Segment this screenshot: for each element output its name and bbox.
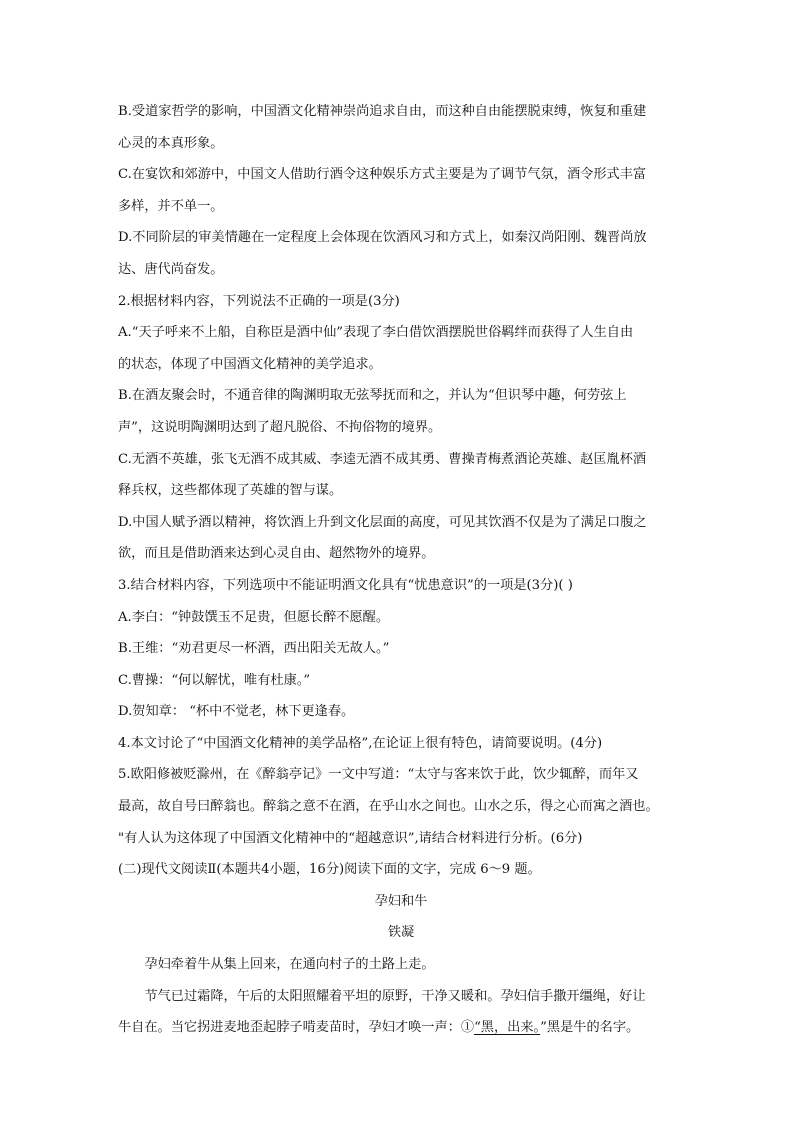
- text-line: D.中国人赋予酒以精神，将饮酒上升到文化层面的高度，可见其饮酒不仅是为了满足口腹之: [118, 514, 647, 530]
- text-line: 达、唐代尚奋发。: [118, 261, 224, 277]
- story-paragraph: 孕妇牵着牛从集上回来，在通向村子的土路上走。: [144, 957, 435, 973]
- text-line: D.不同阶层的审美情趣在一定程度上会体现在饮酒风习和方式上，如秦汉尚阳刚、魏晋尚放: [118, 230, 647, 246]
- text-line: 心灵的本真形象。: [118, 135, 224, 151]
- text-line: D.贺知章： “杯中不觉老，林下更逢春。: [118, 704, 355, 720]
- story-title: 孕妇和牛: [374, 893, 428, 909]
- text-span: 牛自在。当它拐进麦地歪起脖子啃麦苗时，孕妇才唤一声：①: [118, 1020, 475, 1036]
- question-2: 2.根据材料内容，下列说法不正确的一项是(3分): [118, 293, 400, 309]
- text-line: B.在酒友聚会时，不通音律的陶渊明取无弦琴抚而和之，并认为“但识琴中趣，何劳弦上: [118, 388, 627, 404]
- question-4: 4.本文讨论了“中国酒文化精神的美学品格”,在论证上很有特色，请简要说明。(4分): [118, 735, 603, 751]
- story-paragraph-line: [118, 1012, 684, 1044]
- text-line: 多样，并不单一。: [118, 198, 224, 214]
- story-paragraph: 节气已过霜降，午后的太阳照耀着平坦的原野，干净又暖和。孕妇信手撒开缰绳，好让: [144, 988, 646, 1004]
- text-line: "有人认为这体现了中国酒文化精神中的“超越意识”,请结合材料进行分析。(6分): [118, 830, 583, 846]
- text-line: C.在宴饮和郊游中，中国文人借助行酒令这种娱乐方式主要是为了调节气氛，酒令形式丰富: [118, 167, 647, 183]
- story-author: 铁凝: [387, 925, 415, 941]
- section-heading: (二)现代文阅读Ⅱ(本题共4小题，16分)阅读下面的文字，完成 6～9 题。: [118, 862, 541, 878]
- text-line: 释兵权，这些都体现了英雄的智与谋。: [118, 483, 343, 499]
- text-line: 的状态，体现了中国酒文化精神的美学追求。: [118, 356, 382, 372]
- text-line: B.受道家哲学的影响，中国酒文化精神崇尚追求自由，而这种自由能摆脱束缚，恢复和重建: [118, 104, 647, 119]
- text-line: B.王维：“劝君更尽一杯酒，西出阳关无故人。”: [118, 641, 390, 657]
- text-line: 欲，而且是借助酒来达到心灵自由、超然物外的境界。: [118, 546, 435, 562]
- text-line: C.无酒不英雄，张飞无酒不成其威、李逵无酒不成其勇、曹操青梅煮酒论英雄、赵匡胤杯酒: [118, 451, 647, 467]
- text-line: C.曹操：“何以解忧，唯有杜康。”: [118, 672, 311, 688]
- question-3: 3.结合材料内容，下列选项中不能证明酒文化具有“忧患意识”的一项是(3分)( ): [118, 577, 573, 593]
- text-line: A.“天子呼来不上船，自称臣是酒中仙”表现了李白借饮酒摆脱世俗羁绊而获得了人生自由: [118, 325, 634, 341]
- text-line: 最高，故自号曰醉翁也。醉翁之意不在酒，在乎山水之间也。山水之乐，得之心而寓之酒也。: [118, 799, 659, 815]
- text-line: A.李白：“钟鼓馔玉不足贵，但愿长醉不愿醒。: [118, 609, 390, 625]
- text-span: ”黑是牛的名字。: [540, 1020, 640, 1036]
- question-5: 5.欧阳修被贬滁州，在《醉翁亭记》一文中写道：“太守与客来饮于此，饮少辄醉，而年又: [118, 767, 639, 783]
- underlined-quote: “黑，出来。: [474, 1020, 541, 1036]
- text-line: 声”，这说明陶渊明达到了超凡脱俗、不拘俗物的境界。: [118, 419, 442, 435]
